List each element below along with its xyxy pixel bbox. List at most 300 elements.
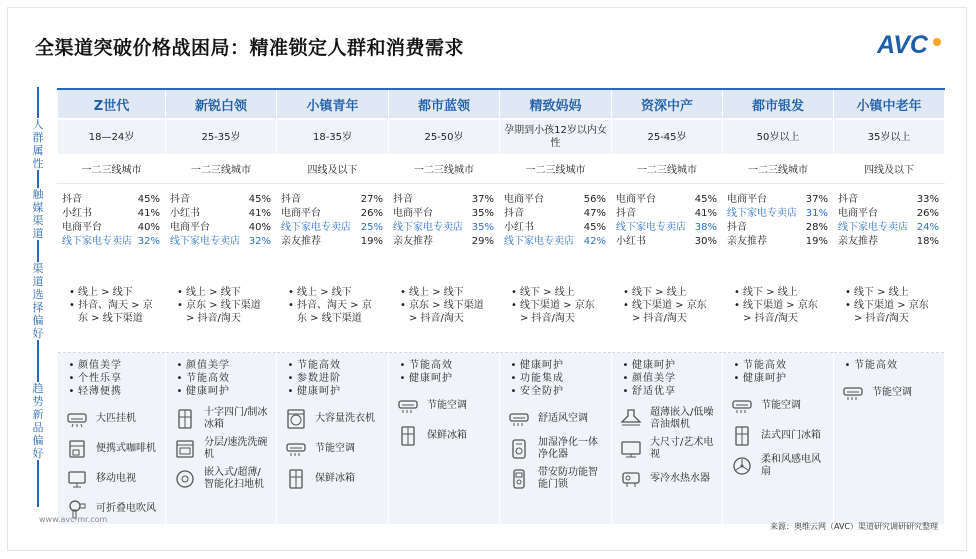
- channel-label: 线下家电专卖店: [170, 236, 240, 247]
- bullet-icon: •: [177, 286, 183, 298]
- channel-percent: 27%: [360, 194, 383, 205]
- product-list: [620, 404, 714, 494]
- channel-preference-text: 线下渠道 > 京东 > 抖音/淘天: [520, 299, 595, 324]
- trend-tag: [508, 359, 603, 372]
- dishwasher-icon: [174, 438, 196, 460]
- channel-percent: 28%: [805, 222, 828, 233]
- bullet-icon: •: [511, 299, 517, 311]
- channel-label: 线下家电专卖店: [393, 222, 463, 233]
- trend-tag: [620, 372, 714, 385]
- product-preference-cell: [723, 353, 834, 525]
- channel-label: 线下家电专卖店: [616, 222, 686, 233]
- logo-dot: [933, 38, 941, 46]
- channel-label: 电商平台: [62, 222, 102, 233]
- product-preference-cell: [389, 353, 500, 525]
- bullet-icon: •: [734, 299, 740, 311]
- channel-label: 电商平台: [393, 208, 433, 219]
- trend-tag-list: [285, 359, 380, 398]
- product-item: [66, 434, 157, 464]
- bullet-icon: •: [845, 286, 851, 298]
- channel-list: [834, 193, 944, 249]
- product-label: 大尺寸/艺术电视: [650, 437, 714, 460]
- channel-label: 电商平台: [727, 194, 767, 205]
- bullet-icon: •: [733, 373, 741, 384]
- product-item: [620, 404, 714, 434]
- channel-preference-cell: [58, 258, 166, 353]
- channel-label: 小红书: [616, 236, 646, 247]
- channel-percent: 41%: [137, 208, 160, 219]
- channel-item: [170, 193, 271, 207]
- trend-tag-list: [66, 359, 157, 398]
- trend-tag-list: [731, 359, 825, 385]
- channel-percent: 40%: [248, 222, 271, 233]
- bullet-icon: •: [69, 299, 75, 311]
- product-item: [731, 451, 825, 481]
- tv-icon: [620, 438, 642, 460]
- channel-preference-list: [612, 286, 722, 325]
- channel-item: [62, 235, 160, 249]
- channel-preference-cell: [166, 258, 277, 353]
- trend-tag-list: [620, 359, 714, 398]
- channel-percent: 31%: [805, 208, 828, 219]
- bullet-icon: •: [68, 373, 76, 384]
- channel-label: 线下家电专卖店: [504, 236, 574, 247]
- bullet-icon: •: [734, 286, 740, 298]
- product-list: [508, 404, 603, 494]
- channel-percent: 33%: [916, 194, 939, 205]
- channel-preference-item: [842, 286, 936, 299]
- channel-label: 线下家电专卖店: [838, 222, 908, 233]
- bullet-icon: •: [287, 360, 295, 371]
- channel-preference-item: [174, 299, 268, 325]
- channel-percent: 19%: [805, 236, 828, 247]
- channel-percent: 25%: [360, 222, 383, 233]
- trend-tag-text: 节能高效: [297, 360, 341, 371]
- product-preference-box: [500, 353, 611, 494]
- product-label: 柔和风感电风扇: [761, 454, 821, 477]
- bullet-icon: •: [511, 286, 517, 298]
- product-preference-box: [834, 353, 944, 408]
- channel-percent: 30%: [694, 236, 717, 247]
- product-item: [508, 464, 603, 494]
- product-label: 十字四门/制冰冰箱: [204, 407, 268, 430]
- product-label: 法式四门冰箱: [761, 430, 821, 441]
- wall-ac-icon: [66, 408, 88, 430]
- channel-preference-item: [508, 286, 603, 299]
- channel-preference-text: 线下 > 线上: [854, 286, 909, 298]
- channel-label: 抖音: [170, 194, 190, 205]
- trend-tag-text: 轻薄便携: [78, 386, 122, 397]
- product-label: 舒适风空调: [538, 413, 588, 424]
- channel-label: 抖音: [62, 194, 82, 205]
- channel-preference-text: 线下渠道 > 京东 > 抖音/淘天: [854, 299, 929, 324]
- channel-item: [838, 193, 939, 207]
- segment-age: 35岁以上: [834, 119, 945, 154]
- channel-preference-text: 线下 > 线上: [520, 286, 575, 298]
- channel-label: 线下家电专卖店: [62, 236, 132, 247]
- channel-percent: 40%: [137, 222, 160, 233]
- bullet-icon: •: [845, 299, 851, 311]
- product-preference-box: [389, 353, 499, 451]
- channel-preference-item: [66, 299, 157, 325]
- channel-preference-item: [174, 286, 268, 299]
- channel-item: [727, 207, 828, 221]
- bullet-icon: •: [400, 299, 406, 311]
- product-item: [174, 464, 268, 494]
- channel-percent: 41%: [248, 208, 271, 219]
- channel-preference-cell: [612, 258, 723, 353]
- channel-item: [393, 207, 494, 221]
- channel-list: [389, 193, 499, 249]
- product-label: 移动电视: [96, 473, 136, 484]
- trend-tag-text: 健康呵护: [743, 373, 787, 384]
- channel-preference-item: [66, 286, 157, 299]
- channel-preference-list: [277, 286, 388, 325]
- channel-list: [500, 193, 611, 249]
- product-item: [285, 404, 380, 434]
- channel-cell: [612, 184, 723, 259]
- channel-label: 抖音: [616, 208, 636, 219]
- channel-item: [62, 193, 160, 207]
- segment-name: 新锐白领: [166, 89, 277, 119]
- trend-tag: [620, 359, 714, 372]
- product-list: [731, 391, 825, 481]
- segment-city-tier: 一二三线城市: [500, 154, 612, 184]
- trend-tag-text: 参数进阶: [297, 373, 341, 384]
- channel-percent: 45%: [248, 194, 271, 205]
- trend-tag: [620, 385, 714, 398]
- segment-name: Z世代: [58, 89, 166, 119]
- product-item: [66, 404, 157, 434]
- channel-preference-text: 抖音、淘天 > 京东 > 线下渠道: [297, 299, 372, 324]
- channel-item: [727, 235, 828, 249]
- channel-item: [281, 221, 383, 235]
- product-item: [508, 434, 603, 464]
- channel-cell: [723, 184, 834, 259]
- channel-preference-item: [397, 286, 491, 299]
- channel-preference-cell: [500, 258, 612, 353]
- segment-table: [57, 88, 945, 524]
- channel-preference-text: 线下渠道 > 京东 > 抖音/淘天: [632, 299, 707, 324]
- channel-preference-list: [166, 286, 276, 325]
- channel-preference-item: [731, 299, 825, 325]
- smart-lock-icon: [508, 468, 530, 490]
- trend-tag-text: 颜值美学: [186, 360, 230, 371]
- product-item: [285, 464, 380, 494]
- trend-tag-text: 健康呵护: [297, 386, 341, 397]
- product-preference-box: [723, 353, 833, 481]
- ac-unit-icon: [842, 382, 864, 404]
- trend-tag-text: 节能高效: [743, 360, 787, 371]
- bullet-icon: •: [510, 360, 518, 371]
- channel-preference-item: [620, 286, 714, 299]
- channel-item: [62, 207, 160, 221]
- trend-tag-text: 功能集成: [520, 373, 564, 384]
- trend-tag-text: 颜值美学: [78, 360, 122, 371]
- channel-item: [616, 221, 717, 235]
- product-preference-row: [58, 353, 945, 525]
- channel-item: [62, 221, 160, 235]
- channel-percent: 45%: [694, 194, 717, 205]
- product-list: [842, 378, 936, 408]
- channel-preference-row: [58, 258, 945, 353]
- product-list: [66, 404, 157, 524]
- bullet-icon: •: [176, 360, 184, 371]
- channel-item: [504, 221, 606, 235]
- product-preference-cell: [612, 353, 723, 525]
- channel-preference-text: 线上 > 线下: [78, 286, 133, 298]
- product-label: 便携式咖啡机: [96, 443, 156, 454]
- channel-item: [170, 235, 271, 249]
- segment-name: 资深中产: [612, 89, 723, 119]
- product-label: 节能空调: [761, 400, 801, 411]
- product-preference-box: [58, 353, 165, 524]
- trend-tag-text: 健康呵护: [520, 360, 564, 371]
- product-label: 零冷水热水器: [650, 473, 710, 484]
- product-list: [397, 391, 491, 451]
- trend-tag-list: [508, 359, 603, 398]
- channel-row: [58, 184, 945, 259]
- segment-age: 18-35岁: [277, 119, 389, 154]
- trend-tag-list: [397, 359, 491, 385]
- product-list: [174, 404, 268, 494]
- product-label: 可折叠电吹风: [96, 503, 156, 514]
- trend-tag: [842, 359, 936, 372]
- channel-item: [504, 193, 606, 207]
- avc-logo: [877, 29, 943, 59]
- channel-preference-item: [508, 299, 603, 325]
- bullet-icon: •: [733, 360, 741, 371]
- segment-city-tier: 四线及以下: [277, 154, 389, 184]
- fridge-icon: [397, 425, 419, 447]
- bullet-icon: •: [844, 360, 852, 371]
- channel-label: 线下家电专卖店: [727, 208, 797, 219]
- channel-cell: [58, 184, 166, 259]
- trend-tag-text: 颜值美学: [632, 373, 676, 384]
- segment-name: 都市蓝领: [389, 89, 500, 119]
- ac-unit-icon: [508, 408, 530, 430]
- product-label: 节能空调: [872, 387, 912, 398]
- channel-item: [616, 207, 717, 221]
- product-preference-cell: [834, 353, 945, 525]
- product-label: 节能空调: [315, 443, 355, 454]
- water-heater-icon: [620, 468, 642, 490]
- bullet-icon: •: [287, 373, 295, 384]
- fan-icon: [731, 455, 753, 477]
- trend-tag-text: 个性乐享: [78, 373, 122, 384]
- trend-tag-list: [842, 359, 936, 372]
- channel-item: [504, 207, 606, 221]
- segment-age: 25-45岁: [612, 119, 723, 154]
- channel-preference-list: [389, 286, 499, 325]
- bullet-icon: •: [623, 286, 629, 298]
- segment-city-tier: 一二三线城市: [166, 154, 277, 184]
- bullet-icon: •: [176, 373, 184, 384]
- channel-percent: 32%: [248, 236, 271, 247]
- fridge-icon: [731, 425, 753, 447]
- channel-item: [281, 207, 383, 221]
- channel-item: [727, 221, 828, 235]
- purifier-icon: [508, 438, 530, 460]
- channel-label: 电商平台: [281, 208, 321, 219]
- bullet-icon: •: [399, 360, 407, 371]
- channel-label: 电商平台: [504, 194, 544, 205]
- bullet-icon: •: [176, 386, 184, 397]
- channel-item: [281, 193, 383, 207]
- channel-preference-text: 线上 > 线下: [297, 286, 352, 298]
- trend-tag: [66, 359, 157, 372]
- product-preference-cell: [166, 353, 277, 525]
- segment-age: 50岁以上: [723, 119, 834, 154]
- channel-preference-text: 线下 > 线上: [743, 286, 798, 298]
- product-item: [66, 464, 157, 494]
- channel-item: [393, 235, 494, 249]
- channel-percent: 56%: [583, 194, 606, 205]
- product-item: [174, 404, 268, 434]
- segment-name: 精致妈妈: [500, 89, 612, 119]
- bullet-icon: •: [69, 286, 75, 298]
- trend-tag: [285, 385, 380, 398]
- channel-preference-text: 京东 > 线下渠道 > 抖音/淘天: [186, 299, 261, 324]
- channel-label: 小红书: [504, 222, 534, 233]
- bullet-icon: •: [623, 299, 629, 311]
- side-label-product-preference: 趋势新品偏好: [29, 382, 47, 460]
- side-label-attributes: 人群属性: [29, 118, 47, 170]
- bullet-icon: •: [68, 360, 76, 371]
- channel-percent: 18%: [916, 236, 939, 247]
- product-label: 大容量洗衣机: [315, 413, 375, 424]
- channel-list: [58, 193, 165, 249]
- bullet-icon: •: [400, 286, 406, 298]
- channel-cell: [277, 184, 389, 259]
- channel-item: [393, 221, 494, 235]
- trend-tag-text: 节能高效: [186, 373, 230, 384]
- trend-tag: [285, 359, 380, 372]
- product-label: 保鲜冰箱: [315, 473, 355, 484]
- channel-label: 抖音: [504, 208, 524, 219]
- channel-item: [727, 193, 828, 207]
- channel-percent: 35%: [471, 208, 494, 219]
- city-row: [58, 154, 945, 184]
- channel-preference-text: 抖音、淘天 > 京东 > 线下渠道: [78, 299, 153, 324]
- channel-percent: 26%: [916, 208, 939, 219]
- channel-preference-item: [620, 299, 714, 325]
- channel-percent: 42%: [583, 236, 606, 247]
- trend-tag: [731, 359, 825, 372]
- channel-label: 小红书: [62, 208, 92, 219]
- footer-source: 来源：奥维云网（AVC）渠道研究调研研究整理: [770, 522, 939, 531]
- channel-item: [838, 207, 939, 221]
- channel-label: 抖音: [393, 194, 413, 205]
- channel-preference-list: [723, 286, 833, 325]
- channel-preference-cell: [723, 258, 834, 353]
- channel-preference-list: [500, 286, 611, 325]
- channel-item: [616, 193, 717, 207]
- product-item: [174, 434, 268, 464]
- fridge-icon: [285, 468, 307, 490]
- channel-preference-text: 线上 > 线下: [186, 286, 241, 298]
- product-label: 节能空调: [427, 400, 467, 411]
- channel-cell: [834, 184, 945, 259]
- channel-item: [170, 221, 271, 235]
- segment-name: 都市银发: [723, 89, 834, 119]
- product-item: [731, 391, 825, 421]
- trend-tag-text: 健康呵护: [186, 386, 230, 397]
- trend-tag-list: [174, 359, 268, 398]
- channel-preference-item: [397, 299, 491, 325]
- product-preference-cell: [277, 353, 389, 525]
- bullet-icon: •: [288, 286, 294, 298]
- channel-cell: [389, 184, 500, 259]
- svg-text:AVC: AVC: [877, 31, 928, 59]
- channel-label: 抖音: [281, 194, 301, 205]
- channel-cell: [500, 184, 612, 259]
- trend-tag: [285, 372, 380, 385]
- product-label: 嵌入式/超薄/智能化扫地机: [204, 467, 264, 490]
- channel-percent: 41%: [694, 208, 717, 219]
- fridge-icon: [174, 408, 196, 430]
- channel-percent: 35%: [471, 222, 494, 233]
- bullet-icon: •: [622, 360, 630, 371]
- channel-preference-cell: [834, 258, 945, 353]
- bullet-icon: •: [177, 299, 183, 311]
- bullet-icon: •: [288, 299, 294, 311]
- trend-tag-text: 安全防护: [520, 386, 564, 397]
- channel-label: 亲友推荐: [281, 236, 321, 247]
- channel-percent: 26%: [360, 208, 383, 219]
- trend-tag: [508, 385, 603, 398]
- channel-percent: 37%: [471, 194, 494, 205]
- product-preference-box: [612, 353, 722, 494]
- segment-city-tier: 一二三线城市: [612, 154, 723, 184]
- bullet-icon: •: [510, 386, 518, 397]
- segment-city-tier: 一二三线城市: [389, 154, 500, 184]
- channel-percent: 29%: [471, 236, 494, 247]
- product-preference-cell: [58, 353, 166, 525]
- channel-label: 电商平台: [616, 194, 656, 205]
- product-label: 加湿净化一体净化器: [538, 437, 598, 460]
- bullet-icon: •: [399, 373, 407, 384]
- bullet-icon: •: [510, 373, 518, 384]
- product-list: [285, 404, 380, 494]
- channel-preference-text: 京东 > 线下渠道 > 抖音/淘天: [409, 299, 484, 324]
- trend-tag: [397, 372, 491, 385]
- channel-percent: 37%: [805, 194, 828, 205]
- side-label-channel-preference: 渠道选择偏好: [29, 262, 47, 340]
- product-item: [842, 378, 936, 408]
- channel-preference-item: [285, 286, 380, 299]
- channel-label: 小红书: [170, 208, 200, 219]
- segment-age: 25-50岁: [389, 119, 500, 154]
- product-preference-box: [166, 353, 276, 494]
- channel-preference-cell: [389, 258, 500, 353]
- channel-label: 抖音: [838, 194, 858, 205]
- footer-url: www.avc-mr.com: [39, 515, 108, 524]
- trend-tag: [66, 372, 157, 385]
- ac-unit-icon: [285, 438, 307, 460]
- channel-item: [838, 221, 939, 235]
- segment-age: 孕期到小孩12岁以内女性: [500, 119, 612, 154]
- channel-list: [277, 193, 388, 249]
- product-label: 带安防功能智能门锁: [538, 467, 598, 490]
- bullet-icon: •: [622, 373, 630, 384]
- ac-unit-icon: [397, 395, 419, 417]
- channel-percent: 45%: [583, 222, 606, 233]
- channel-item: [281, 235, 383, 249]
- trend-tag: [508, 372, 603, 385]
- segment-age: 25-35岁: [166, 119, 277, 154]
- range-hood-icon: [620, 408, 642, 430]
